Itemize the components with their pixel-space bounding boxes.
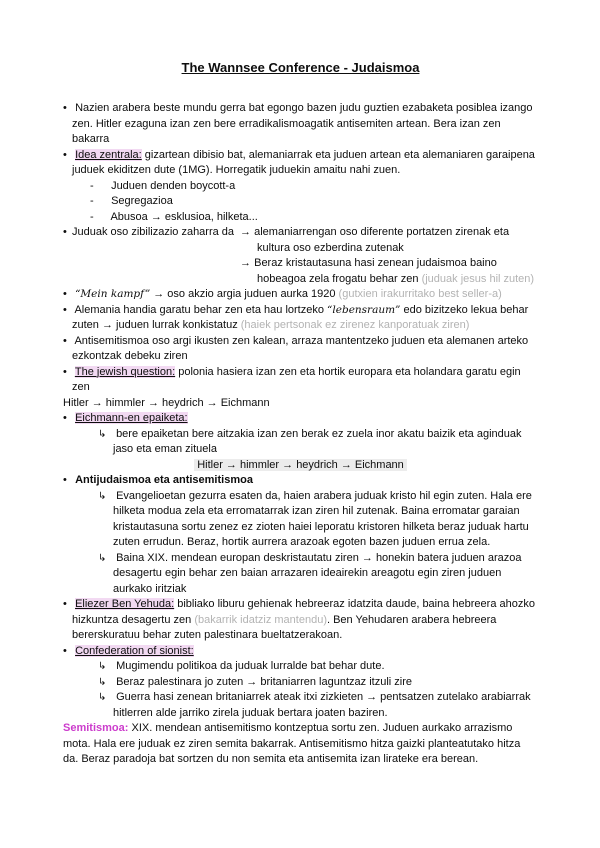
- bullet-icon: •: [63, 226, 67, 238]
- highlighted-term-ben-yehuda: Eliezer Ben Yehuda:: [75, 598, 175, 610]
- bullet-item-old-civilization: [63, 225, 538, 287]
- dash-text: Abusoa → esklusioa, hilketa...: [110, 210, 258, 223]
- sub-arrow-icon: ↳: [98, 676, 107, 688]
- bullet-text: Nazien arabera beste mundu gerra bat egongo bazen judu guztien ezabaketa posiblea izango zen. Hitler ezaguna izan zen bere erradikalismoagatik antisemiten artean. Bera izan zen bakarra: [72, 102, 533, 145]
- sub-arrow-icon: ↳: [98, 490, 107, 502]
- highlighted-term-jewish-question: The jewish question:: [74, 365, 176, 378]
- highlighted-term-idea-zentrala: Idea zentrala:: [75, 148, 142, 161]
- bullet-icon: •: [63, 365, 67, 378]
- dash-item-abuse: [63, 210, 538, 226]
- bullet-text: edo bizitzeko lekua behar zuten → juduen lurrak konkistatuz: [72, 303, 529, 331]
- sub-item-eichmann-excuse: [63, 427, 538, 458]
- bold-term-antijudaism: Antijudaismoa eta antisemitismoa: [75, 474, 253, 486]
- bullet-item-lebensraum: [63, 303, 538, 334]
- dash-icon: -: [90, 179, 94, 192]
- sub-text: Baina XIX. mendean europan deskristautatu ziren → honekin batera juduen arazoa desagertu egin behar zen baian arrazaren ideairekin areagotu egin ziren juduen aurkako iritziak: [113, 551, 522, 595]
- bullet-text: Antisemitismoa oso argi ikusten zen kalean, arraza mantentzeko juduen eta alemanen arteko ezkontzak debeku ziren: [72, 334, 529, 362]
- sub-item-political-movement: [63, 659, 538, 675]
- bullet-item-ben-yehuda: [63, 597, 538, 644]
- sub-text: Mugimendu politikoa da juduak lurralde bat behar dute.: [116, 660, 385, 672]
- gray-note-deported: (haiek pertsonak ez zirenez kanporatuak ziren): [240, 319, 470, 331]
- highlighted-term-confederation: Confederation of sionist:: [75, 644, 194, 657]
- bullet-icon: •: [63, 474, 67, 486]
- bullet-text: bibliako liburu gehienak hebreeraz idatzita daude, baina hebreera ahozko hizkuntza desagertu zen: [72, 598, 535, 626]
- bullet-icon: •: [63, 102, 67, 114]
- sub-text: Guerra hasi zenean britaniarrek ateak itxi zizkieten → pentsatzen zutelako arabiarrak hitlerren alde jarriko zirela juduak bertara joaten baziren.: [113, 691, 531, 719]
- sub-text: Evangelioetan gezurra esaten da, haien arabera juduak kristo hil egin zuten. Hala ere hilketa modua zela eta erromatarrak izan ziren hil zutenak. Baina erromatar garaian kristautasuna sortu zenez ez zioten haiei leporatu kristoren hilketa beraz juduak hartu zuten errudun. Beraz, hortik aurrera arazoak egoten bazen juduen errua zela.: [113, 489, 532, 548]
- highlighted-term-eichmann-trial: Eichmann-en epaiketa:: [75, 412, 188, 424]
- dash-item-boycott: [63, 179, 538, 195]
- sub-item-dechristianization: [63, 551, 538, 598]
- bullet-text: → oso akzio argia juduen aurka 1920: [153, 288, 336, 300]
- paragraph-text: XIX. mendean antisemitismo kontzeptua sortu zen. Juduen aurkako arrazismo mota. Hala ere juduak ez ziren semita bakarrak. Antisemitismo hitza gaizki planteatutako hitza da. Beraz paradoja bat sortzen du non semita eta antisemita izan lirateke era berean.: [63, 722, 521, 765]
- arrow-column: [240, 225, 538, 287]
- hierarchy-chain-centered: [63, 458, 538, 474]
- hierarchy-chain: Hitler → himmler → heydrich → Eichmann: [63, 396, 270, 409]
- sub-item-gospels: [63, 489, 538, 551]
- bullet-icon: •: [63, 598, 67, 610]
- arrow-item-different-culture: → alemaniarrengan oso diferente portatzen zirenak eta kultura oso ezberdina zutenak: [240, 226, 510, 254]
- bullet-text: gizartean dibisio bat, alemaniarrak eta juduen artean eta alemaniaren garaipena juduek ekiditzen dute (1MG). Horregatik juduekin amaitu nahi zuen.: [72, 148, 535, 176]
- magenta-term-semitismoa: Semitismoa:: [63, 722, 129, 734]
- term-lebensraum: “lebensraum”: [327, 303, 401, 316]
- dash-icon: -: [90, 210, 94, 223]
- bullet-icon: •: [63, 412, 67, 424]
- bullet-item-mein-kampf: [63, 287, 538, 303]
- bullet-lead-text: Juduak oso zibilizazio zaharra da: [72, 226, 235, 238]
- sub-item-war-doors-closed: [63, 690, 538, 721]
- bullet-text: . Ben Yehudaren arabera hebreera bererskuratuu behar zuten palestinara bueltatzerakoan.: [72, 613, 497, 641]
- arrow-item-text: → Beraz kristautasuna hasi zenean judaismoa baino hobeagoa zela frogatu behar zen: [240, 257, 497, 285]
- hierarchy-chain-highlighted: Hitler → himmler → heydrich → Eichmann: [194, 459, 407, 471]
- dash-item-segregation: [63, 194, 538, 210]
- dash-icon: -: [90, 195, 94, 207]
- paragraph-semitism: [63, 721, 538, 768]
- document-title: The Wannsee Conference - Judaismoa: [181, 60, 420, 75]
- bullet-icon: •: [63, 148, 67, 161]
- sub-arrow-icon: ↳: [98, 552, 107, 564]
- book-title-mein-kampf: “Mein kampf”: [75, 288, 151, 300]
- bullet-icon: •: [63, 288, 67, 300]
- gray-note-jesus: (juduak jesus hil zuten): [421, 272, 535, 285]
- bullet-item-jewish-question: [63, 365, 538, 396]
- bullet-item-confederation-sionist: [63, 644, 538, 660]
- sub-arrow-icon: ↳: [98, 661, 107, 672]
- sub-text: Beraz palestinara jo zuten → britaniarren laguntzaz itzuli zire: [116, 675, 412, 688]
- bullet-text: Alemania handia garatu behar zen eta hau lortzeko: [74, 303, 324, 316]
- bullet-item-antijudaism: [63, 473, 538, 489]
- sub-item-palestine: [63, 675, 538, 691]
- bullet-icon: •: [63, 303, 67, 316]
- sub-arrow-icon: ↳: [98, 428, 107, 440]
- bullet-item-central-idea: [63, 148, 538, 179]
- gray-note-written-only: (bakarrik idatziz mantendu): [194, 613, 327, 626]
- sub-arrow-icon: ↳: [98, 692, 107, 703]
- bullet-text: polonia hasiera izan zen eta hortik europara eta holandara garatu egin zen: [72, 365, 521, 393]
- bullet-item-antisemitism-street: [63, 334, 538, 365]
- gray-note-best-seller: (gutxien irakurritako best seller-a): [338, 288, 502, 300]
- sub-text: bere epaiketan bere aitzakia izan zen berak ez zuela inor akatu baizik eta aginduak jaso eta eman zituela: [113, 427, 522, 455]
- dash-text: Juduen denden boycott-a: [111, 179, 236, 192]
- arrow-item-christianity: [240, 256, 538, 287]
- bullet-icon: •: [63, 334, 67, 347]
- dash-text: Segregazioa: [111, 195, 173, 207]
- bullet-item-eichmann-trial: [63, 411, 538, 427]
- bullet-icon: •: [63, 644, 67, 657]
- bullet-item-nazis-extermination: [63, 101, 538, 148]
